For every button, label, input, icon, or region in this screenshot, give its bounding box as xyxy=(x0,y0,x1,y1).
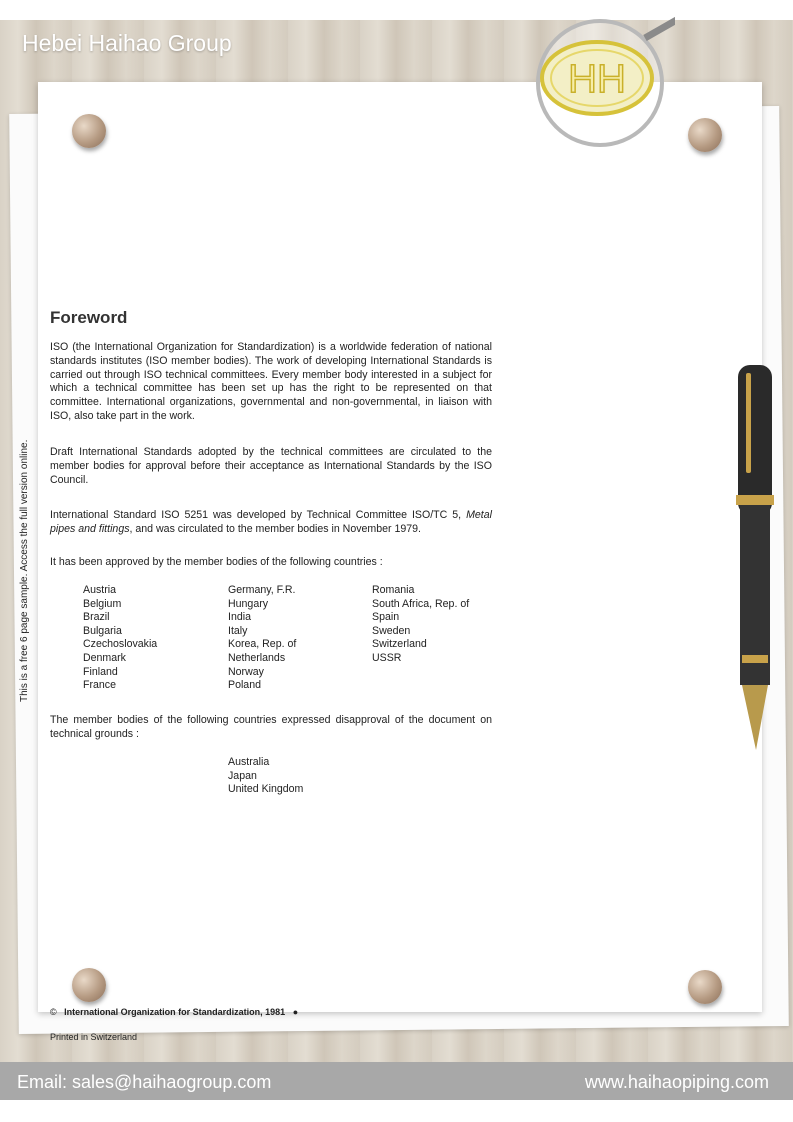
country-item: Australia xyxy=(228,756,270,768)
foreword-paragraph-1: ISO (the International Organization for Standardization) is a worldwide federation of national standards institutes (ISO member bodies). The work of developing International Standards is carried out through ISO technical committees. Every member body interested in a subject for which a technical committee has been set up has the right to be represented on that committee. International organizations, governmental and non-governmental, in liaison with ISO, also take part in the work. xyxy=(50,341,492,422)
approved-column-2 xyxy=(228,584,296,693)
country-item: Belgium xyxy=(83,597,122,610)
country-item: Norway xyxy=(228,665,264,678)
fountain-pen-icon xyxy=(720,355,790,755)
country-item: Germany, F.R. xyxy=(228,584,296,596)
magnifier-logo-icon xyxy=(525,8,675,158)
country-item: Spain xyxy=(372,611,400,624)
country-item: Czechoslovakia xyxy=(83,638,158,651)
approved-column-1 xyxy=(83,584,157,693)
foreword-paragraph-3 xyxy=(50,509,492,537)
copyright-icon: © xyxy=(50,1007,57,1017)
brand-name: Hebei Haihao Group xyxy=(22,30,232,56)
country-item: Finland xyxy=(83,665,118,678)
country-item: USSR xyxy=(372,651,402,664)
foreword-paragraph-5: The member bodies of the following countries expressed disapproval of the document on technical grounds : xyxy=(50,714,492,740)
footer-bar xyxy=(0,1062,793,1100)
paper-sheet xyxy=(38,82,762,1012)
para3-end: , and was circulated to the member bodies in November 1979. xyxy=(129,522,421,535)
country-item: Brazil xyxy=(83,611,110,624)
copyright-text: International Organization for Standardization, 1981 xyxy=(64,1007,286,1017)
country-item: France xyxy=(83,679,116,692)
country-item: India xyxy=(228,611,251,624)
approved-column-3 xyxy=(372,584,469,666)
country-item: Italy xyxy=(228,624,248,637)
pin-bottom-left xyxy=(72,968,106,1002)
country-item: Korea, Rep. of xyxy=(228,638,297,651)
country-item: Denmark xyxy=(83,651,126,664)
printed-location: Printed in Switzerland xyxy=(50,1032,138,1042)
bottom-band xyxy=(0,1100,793,1122)
country-item: Netherlands xyxy=(228,651,286,664)
footer-website[interactable]: www.haihaopiping.com xyxy=(584,1072,769,1092)
country-item: United Kingdom xyxy=(228,783,304,796)
country-item: Bulgaria xyxy=(83,624,122,637)
para3-italic: Metal pipes and fittings xyxy=(50,509,492,535)
copyright-line xyxy=(50,1007,298,1017)
country-item: South Africa, Rep. of xyxy=(372,597,470,610)
country-item: Hungary xyxy=(228,597,269,610)
logo-text: HH xyxy=(568,57,626,101)
foreword-paragraph-4: It has been approved by the member bodies of the following countries : xyxy=(50,556,383,568)
country-item: Sweden xyxy=(372,624,411,637)
country-item: Poland xyxy=(228,679,261,692)
para3-start: International Standard ISO 5251 was developed by Technical Committee ISO/TC 5, xyxy=(50,509,467,521)
pin-bottom-right xyxy=(688,970,722,1004)
foreword-paragraph-2: Draft International Standards adopted by the technical committees are circulated to the member bodies for approval before their acceptance as International Standards by the ISO Council. xyxy=(50,446,492,486)
country-item: Japan xyxy=(228,769,257,782)
pin-top-right xyxy=(688,118,722,152)
country-item: Switzerland xyxy=(372,638,427,651)
pin-top-left xyxy=(72,114,106,148)
country-item: Romania xyxy=(372,584,415,596)
bullet-icon: ● xyxy=(292,1007,299,1017)
footer-email[interactable]: Email: sales@haihaogroup.com xyxy=(17,1072,272,1092)
page-title: Foreword xyxy=(50,308,128,327)
country-item: Austria xyxy=(83,584,116,596)
sample-notice: This is a free 6 page sample. Access the full version online. xyxy=(19,439,30,702)
disapproved-countries xyxy=(228,756,303,797)
